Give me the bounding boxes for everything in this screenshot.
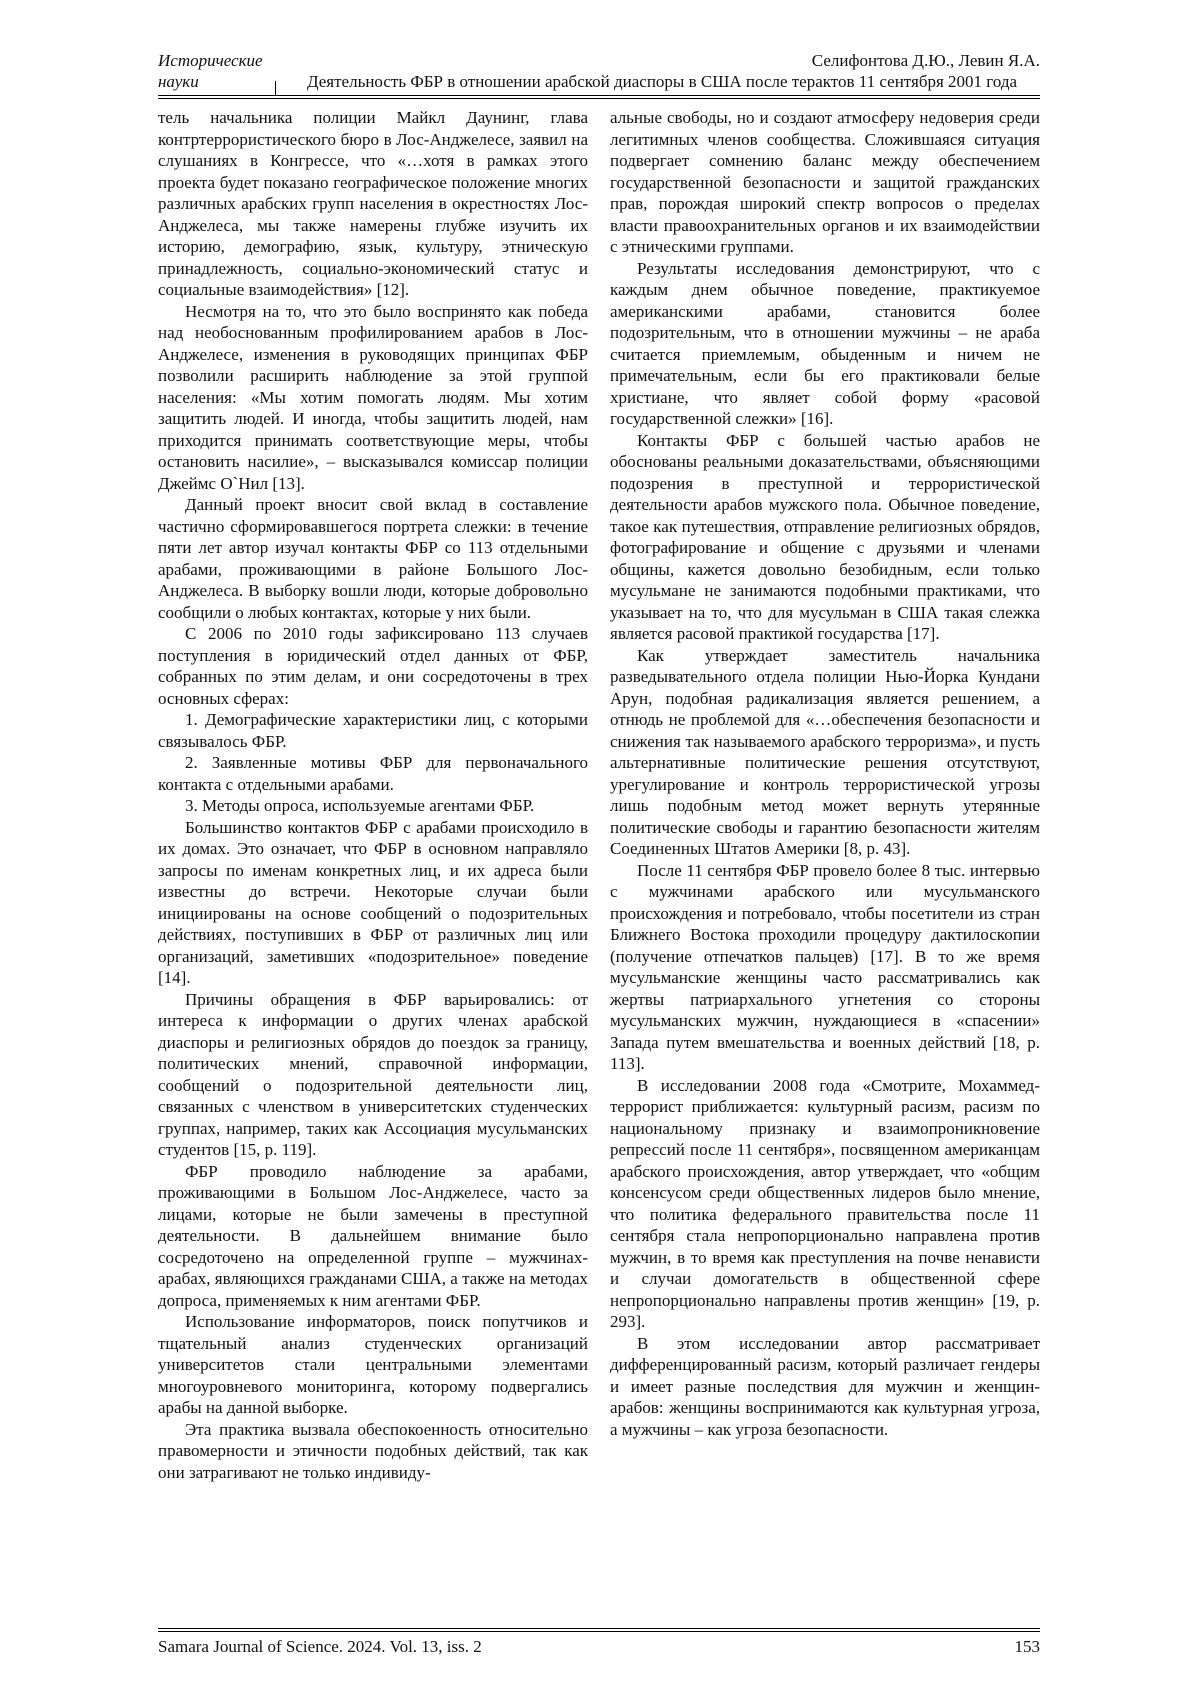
left-column [158,107,588,1605]
article-body [158,107,1040,1605]
paragraph: В этом исследовании автор рассматривает дифференцированный расизм, который различает гендеры и имеет разные последствия для мужчин и женщин-арабов: женщины воспринимаются как культурная угроза, а мужчины – как угроза безопасности. [610,1333,1040,1439]
list-item-paragraph: 1. Демографические характеристики лиц, с которыми связывалось ФБР. [158,710,588,751]
paragraph: После 11 сентября ФБР провело более 8 тыс. интервью с мужчинами арабского или мусульманского происхождения и потребовало, чтобы посетители из стран Ближнего Востока проходили процедуру дактилоскопии (получение отпечатков пальцев) [17]. В то же время мусульманские женщины часто рассматривались как жертвы патриархального угнетения со стороны мусульманских мужчин, нуждающиеся в «спасении» Запада путем вмешательства и военных действий [18, p. 113]. [610,860,1040,1073]
paragraph: тель начальника полиции Майкл Даунинг, глава контртеррористического бюро в Лос-Анджелесе, заявил на слушаниях в Конгрессе, что «…хотя в рамках этого проекта будет показано географическое положение многих различных арабских групп населения в окрестностях Лос-Анджелеса, мы также намерены глубже изучить их историю, демографию, язык, культуру, этническую принадлежность, социально-экономический статус и социальные взаимодействия» [12]. [158,108,588,299]
paragraph: Как утверждает заместитель начальника разведывательного отдела полиции Нью-Йорка Кундани Арун, подобная радикализация является решением, а отнюдь не проблемой для «…обеспечения безопасности и снижения так называемого арабского терроризма», и пусть альтернативные политические решения отсутствуют, урегулирование и контроль террористической угрозы лишь подобным метод может вернуть утерянные политические свободы и гарантию безопасности жителям Соединенных Штатов Америки [8, p. 43]. [610,645,1040,858]
page-header [158,50,1040,99]
paragraph: Использование информаторов, поиск попутчиков и тщательный анализ студенческих организаций университетов стали центральными элементами многоуровневого мониторинга, которому подвергались арабы на данной выборке. [158,1312,588,1417]
paragraph: Несмотря на то, что это было воспринято как победа над необоснованным профилированием арабов в Лос-Анджелесе, изменения в руководящих принципах ФБР позволили расширить наблюдение за этой группой населения: «Мы хотим помогать людям. Мы хотим защитить людей. И иногда, чтобы защитить людей, нам приходится принимать соответствующие меры, чтобы остановить насилие», – высказывался комиссар полиции Джеймс О`Нил [13]. [158,301,588,493]
list-item-paragraph: 3. Методы опроса, используемые агентами ФБР. [185,796,535,815]
list-item-paragraph: 2. Заявленные мотивы ФБР для первоначального контакта с отдельными арабами. [158,753,588,794]
paragraph: ФБР проводило наблюдение за арабами, проживающими в Большом Лос-Анджелесе, часто за лицами, которые не были замечены в преступной деятельности. В дальнейшем внимание было сосредоточено на определенной группе – мужчинах-арабах, являющихся гражданами США, а также на методах допроса, применяемых к ним агентами ФБР. [158,1161,588,1310]
paragraph: В исследовании 2008 года «Смотрите, Мохаммед-террорист приближается: культурный расизм, расизм по национальному признаку и взаимопроникновение репрессий после 11 сентября», посвященном американцам арабского происхождения, автор утверждает, что «общим консенсусом среди общественных лидеров было мнение, что политика федерального правительства после 11 сентября стала непропорционально направлена против мужчин, в то время как преступления на почве ненависти и случаи домогательств в общественной сфере непропорционально направлены против женщин» [19, p. 293]. [610,1075,1040,1331]
paragraph: Данный проект вносит свой вклад в составление частично сформировавшегося портрета слежки: в течение пяти лет автор изучал контакты ФБР со 113 отдельными арабами, проживающими в районе Большого Лос-Анджелеса. В выборку вошли люди, которые добровольно сообщили о любых контактах, которые у них были. [158,495,588,622]
authors: Селифонтова Д.Ю., Левин Я.А. [811,51,1040,70]
paragraph: альные свободы, но и создают атмосферу недоверия среди легитимных членов сообщества. Сложившаяся ситуация подвергает сомнению баланс между обеспечением государственной безопасности и защитой гражданских прав, порождая широкий спектр вопросов о пределах власти правоохранительных органов и их взаимодействии с этническими группами. [610,108,1040,256]
paragraph: Результаты исследования демонстрируют, что с каждым днем обычное поведение, практикуемое американскими арабами, становится более подозрительным, что в отношении мужчины – не араба считается приемлемым, обыденным и ничем не примечательным, если бы его практиковали белые христиане, что являет собой форму «расовой государственной слежки» [16]. [610,258,1040,428]
right-column [610,107,1040,1605]
paragraph: Большинство контактов ФБР с арабами происходило в их домах. Это означает, что ФБР в основном направляло запросы по именам конкретных лиц, и их адреса были известны до встречи. Некоторые случаи были инициированы на основе сообщений о подозрительных действиях, поступивших в ФБР от различных лиц или организаций, заметивших «подозрительное» поведение [14]. [158,817,588,987]
paragraph: Причины обращения в ФБР варьировались: от интереса к информации о других членах арабской диаспоры и религиозных обрядов до поездок за границу, политических мнений, справочной информации, сообщений о подозрительной деятельности лиц, связанных с членством в университетских студенческих группах, например, таких как Ассоциация мусульманских студентов [15, p. 119]. [158,989,588,1159]
section-rubric [158,50,270,92]
page-number: 153 [1014,1637,1040,1656]
paragraph: С 2006 по 2010 годы зафиксировано 113 случаев поступления в юридический отдел данных от ФБР, собранных по этим делам, и они сосредоточены в трех основных сферах: [158,624,588,708]
page-footer [158,1628,1040,1657]
journal-info: Samara Journal of Science. 2024. Vol. 13, iss. 2 [158,1637,482,1656]
rubric-line-2: науки [158,72,199,91]
article-title: Деятельность ФБР в отношении арабской диаспоры в США после терактов 11 сентября 2001 года [306,72,1018,91]
paragraph: Эта практика вызвала обеспокоенность относительно правомерности и этичности подобных действий, так как они затрагивают не только индивиду- [158,1419,588,1482]
rubric-line-1: Исторические [158,51,263,70]
header-right [270,50,1040,92]
paragraph: Контакты ФБР с большей частью арабов не обоснованы реальными доказательствами, объясняющими подозрения в преступной и террористической деятельности арабов мужского пола. Обычное поведение, такое как путешествия, отправление религиозных обрядов, фотографирование и общение с друзьями и членами общины, кажется довольно безобидным, если только мусульмане не занимаются подобными практиками, что указывает на то, что для мусульман в США такая слежка является расовой практикой государства [17]. [610,430,1040,643]
